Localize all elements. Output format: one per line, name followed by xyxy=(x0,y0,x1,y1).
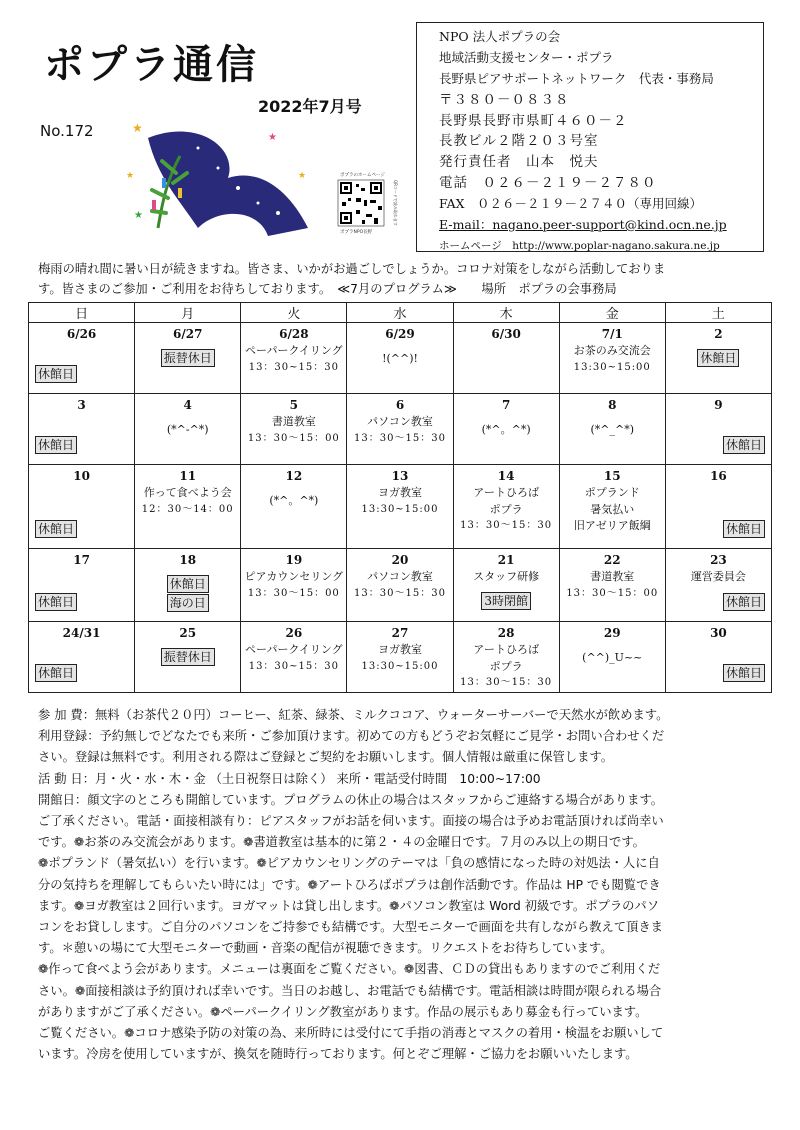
weekday-wed: 水 xyxy=(347,303,453,323)
weekday-fri: 金 xyxy=(559,303,665,323)
event-time: 13：30～15：30 xyxy=(354,432,446,444)
emoticon: (*^_^*) xyxy=(590,423,635,436)
org-network: 長野県ピアサポートネットワーク 代表・事務局 xyxy=(439,70,714,86)
org-name: NPO 法人ポプラの会 xyxy=(439,29,561,44)
day-number: 16 xyxy=(710,469,727,483)
closed-badge-group xyxy=(35,664,77,683)
event-title: ペーパークイリング xyxy=(245,643,343,656)
emoticon: !(^^)! xyxy=(382,352,418,365)
weekday-sun: 日 xyxy=(29,303,135,323)
calendar-day-cell xyxy=(665,394,771,465)
notes-line: います。冷房を使用していますが、換気を随時行っております。何とぞご理解・ご協力をお願いいたします。 xyxy=(38,1047,638,1062)
day-number: 23 xyxy=(710,553,727,567)
calendar-day-cell xyxy=(665,323,771,394)
day-number: 3 xyxy=(77,398,86,412)
closed-badge: 休館日 xyxy=(723,520,765,538)
day-number: 26 xyxy=(285,626,303,640)
closed-badge-group xyxy=(723,593,765,612)
holiday-badge: 海の日 xyxy=(167,594,209,612)
event-title: パソコン教室 xyxy=(367,415,433,428)
emoticon: (*^。^*) xyxy=(269,494,319,507)
day-number: 6/26 xyxy=(66,327,97,341)
fax: FAX ０２６－２１９－２７４０（専用回線） xyxy=(439,196,703,212)
closed-badge: 休館日 xyxy=(35,520,77,538)
event-subtitle: 暑気払い xyxy=(590,502,635,516)
closed-badge: 休館日 xyxy=(35,593,77,611)
day-number: 30 xyxy=(710,626,727,640)
event-time: 13：30～15：30 xyxy=(354,587,446,599)
notes-line: す。＊憩いの場にて大型モニターで動画・音楽の配信が視聴できます。リクエストをお待ちしています。 xyxy=(38,941,613,956)
day-number: 12 xyxy=(285,469,303,483)
tanabata-illustration xyxy=(118,118,318,238)
day-number: 6 xyxy=(395,398,405,412)
day-number: 15 xyxy=(603,469,621,483)
calendar-week-row xyxy=(29,465,772,549)
event-title: ヨガ教室 xyxy=(377,486,422,499)
calendar-day-cell xyxy=(347,549,453,622)
day-number: 22 xyxy=(603,553,621,567)
event-title: ヨガ教室 xyxy=(377,643,422,656)
calendar-day-cell xyxy=(241,465,347,549)
event-title: パソコン教室 xyxy=(367,570,433,583)
event-title: ピアカウンセリング xyxy=(244,570,344,583)
day-number: 7/1 xyxy=(601,327,623,341)
svg-text:★: ★ xyxy=(298,171,307,181)
closed-badge: 休館日 xyxy=(697,349,739,367)
day-number: 14 xyxy=(497,469,515,483)
closed-badge-group xyxy=(35,365,77,384)
calendar-day-cell xyxy=(347,394,453,465)
event-subtitle: ポプラ xyxy=(489,659,523,673)
notes-line: 参 加 費：無料（お茶代２０円）コーヒー、紅茶、緑茶、ミルクココア、ウォーターサーバーで天然水が飲めます。 xyxy=(38,708,669,722)
svg-text:★: ★ xyxy=(126,171,135,181)
event-title: 作って食べよう会 xyxy=(143,486,232,499)
event-time: 13：30～15：30 xyxy=(460,520,553,531)
notes-line: 開館日：顔文字のところも開館しています。プログラムの休止の場合はスタッフからご連絡する場合があります。 xyxy=(38,792,664,807)
phone: 電話 ０２６－２１９－２７８０ xyxy=(439,175,657,192)
calendar-week-row xyxy=(29,549,772,622)
postal-code: 〒３８０－０８３８ xyxy=(439,91,570,108)
closed-badge: 休館日 xyxy=(35,436,77,454)
closed-badge-group xyxy=(35,520,77,539)
closed-badge: 休館日 xyxy=(167,575,209,593)
calendar-day-cell xyxy=(453,394,559,465)
program-notes xyxy=(38,705,768,1065)
event-time: 13：30～15：00 xyxy=(247,432,340,444)
event-time: 13:30~15:00 xyxy=(361,503,439,515)
event-time: 13：30～15：00 xyxy=(247,587,340,599)
day-number: 13 xyxy=(391,469,409,483)
day-number: 19 xyxy=(285,553,303,567)
notes-line: さい。❁面接相談は予約頂ければ幸いです。当日のお越し、お電話でも結構です。電話相談は時間が限られる場合 xyxy=(38,983,662,998)
calendar-day-cell xyxy=(135,465,241,549)
day-number: 17 xyxy=(73,553,90,567)
qr-caption-bottom: ポプラNPO長野 xyxy=(340,230,373,234)
notes-line: ❁ポプランド（暑気払い）を行います。❁ピアカウンセリングのテーマは「負の感情になった時の対処法・人に自 xyxy=(38,856,660,871)
qr-caption-top: ポプラのホームページ xyxy=(340,173,385,178)
calendar-day-cell xyxy=(135,323,241,394)
event-time: 13：30~15：30 xyxy=(248,361,339,373)
closed-badge: 休館日 xyxy=(723,664,765,682)
event-time: 13：30~15：30 xyxy=(248,660,339,672)
weekday-sat: 土 xyxy=(665,303,771,323)
closed-badge-group xyxy=(723,664,765,683)
day-number: 7 xyxy=(501,398,511,412)
event-title: アートひろば xyxy=(473,643,539,656)
calendar-day-cell xyxy=(135,622,241,693)
weekday-mon: 月 xyxy=(135,303,241,323)
closed-badge-group xyxy=(35,436,77,455)
closed-badge: 休館日 xyxy=(723,593,765,611)
calendar-day-cell xyxy=(665,549,771,622)
day-number: 27 xyxy=(391,626,409,640)
calendar-day-cell xyxy=(559,465,665,549)
calendar-day-cell xyxy=(241,394,347,465)
day-number: 18 xyxy=(179,553,197,567)
notes-line: コンをお貸しします。ご自分のパソコンをご持参でも結構です。大型モニターで画面を共有しながら教えて頂きま xyxy=(38,920,663,935)
calendar-day-cell xyxy=(241,549,347,622)
day-number: 9 xyxy=(714,398,723,412)
notes-line: 分の気持ちを理解してもらいたい時には」です。❁アートひろばポプラは創作活動です。作品は HP でも閲覧でき xyxy=(38,877,661,892)
calendar-day-cell xyxy=(347,323,453,394)
day-number: 4 xyxy=(183,398,192,412)
closed-badge-group xyxy=(136,575,239,612)
calendar-day-cell xyxy=(347,465,453,549)
event-time: 13:30~15:00 xyxy=(573,361,651,373)
calendar-day-cell xyxy=(241,622,347,693)
day-number: 10 xyxy=(73,469,90,483)
closed-badge: 休館日 xyxy=(35,365,77,383)
intro-line-2: す。皆さまのご参加・ご利用をお待ちしております。 ≪7月のプログラム≫ 場所 ポプラの会事務局 xyxy=(38,282,617,296)
closed-badge-group xyxy=(136,648,239,667)
notes-line: ご了承ください。電話・面接相談有り：ピアスタッフがお話を伺います。面接の場合は予めお電話頂ければ尚幸い xyxy=(38,814,664,829)
organization-info-box xyxy=(416,22,764,252)
day-number: 29 xyxy=(603,626,621,640)
day-number: 6/27 xyxy=(172,327,203,341)
calendar-week-row xyxy=(29,622,772,693)
calendar-week-row xyxy=(29,323,772,394)
calendar-week-row xyxy=(29,394,772,465)
event-time: 13：30～15：00 xyxy=(566,587,659,599)
calendar-day-cell xyxy=(135,394,241,465)
calendar-day-cell xyxy=(29,394,135,465)
closed-badge-group xyxy=(455,592,558,611)
weekday-tue: 火 xyxy=(241,303,347,323)
weekday-header-row xyxy=(29,303,772,323)
email-link[interactable]: E-mail：nagano.peer-support@kind.ocn.ne.jp xyxy=(439,217,727,233)
day-number: 6/30 xyxy=(491,327,521,341)
calendar-day-cell xyxy=(665,465,771,549)
event-time: 13:30~15:00 xyxy=(361,660,439,672)
event-time: 12：30～14：00 xyxy=(141,503,234,515)
calendar-day-cell xyxy=(453,549,559,622)
day-number: 5 xyxy=(289,398,299,412)
emoticon: (*^。^*) xyxy=(481,423,531,436)
calendar-day-cell xyxy=(665,622,771,693)
calendar-day-cell xyxy=(135,549,241,622)
publisher: 発行責任者 山本 悦夫 xyxy=(439,154,599,171)
closed-badge-group xyxy=(723,520,765,539)
notes-line: ます。❁ヨガ教室は２回行います。ヨガマットは貸し出します。❁パソコン教室は Word 初級です。ポプラのパソ xyxy=(38,898,660,913)
event-title: ポプランド xyxy=(584,486,640,499)
calendar-day-cell xyxy=(241,323,347,394)
calendar-day-cell xyxy=(29,622,135,693)
calendar-day-cell xyxy=(453,465,559,549)
day-number: 6/29 xyxy=(385,327,415,341)
svg-text:★: ★ xyxy=(268,132,277,143)
intro-text xyxy=(38,259,768,299)
closed-badge: 振替休日 xyxy=(161,349,215,367)
event-location: 旧アゼリア飯綱 xyxy=(573,519,651,532)
closed-badge-group xyxy=(136,349,239,368)
address-line-2: 長教ビル２階２０３号室 xyxy=(439,133,599,150)
day-number: 8 xyxy=(608,398,617,412)
event-title: 運営委員会 xyxy=(690,570,746,583)
event-title: お茶のみ交流会 xyxy=(573,344,651,357)
event-title: スタッフ研修 xyxy=(473,570,540,583)
program-calendar xyxy=(28,302,772,693)
day-number: 24/31 xyxy=(62,626,101,640)
address-line-1: 長野県長野市県町４６０－２ xyxy=(439,112,628,129)
qr-code[interactable] xyxy=(326,170,404,234)
calendar-day-cell xyxy=(29,323,135,394)
closed-badge: 振替休日 xyxy=(161,648,215,666)
calendar-day-cell xyxy=(559,394,665,465)
newsletter-title: ポプラ通信 xyxy=(44,41,259,88)
issue-date: 2022年7月号 xyxy=(258,97,362,116)
org-center: 地域活動支援センター・ポプラ xyxy=(439,49,614,65)
day-number: 11 xyxy=(179,469,197,483)
calendar-day-cell xyxy=(453,622,559,693)
weekday-thu: 木 xyxy=(453,303,559,323)
day-number: 2 xyxy=(714,327,723,341)
closed-badge: 休館日 xyxy=(35,664,77,682)
calendar-day-cell xyxy=(559,323,665,394)
closed-badge-group xyxy=(35,593,77,612)
calendar-day-cell xyxy=(559,622,665,693)
day-number: 20 xyxy=(391,553,409,567)
svg-text:★: ★ xyxy=(134,210,143,221)
intro-line-1: 梅雨の晴れ間に暑い日が続きますね。皆さま、いかがお過ごしでしょうか。コロナ対策をしながら活動しておりま xyxy=(38,262,666,276)
event-title: 書道教室 xyxy=(590,570,635,583)
day-number: 28 xyxy=(497,626,515,640)
event-subtitle: ポプラ xyxy=(489,502,523,516)
svg-text:★: ★ xyxy=(132,121,143,135)
closed-badge: 休館日 xyxy=(723,436,765,454)
calendar-day-cell xyxy=(29,465,135,549)
closed-badge: 3時閉館 xyxy=(481,592,531,610)
day-number: 6/28 xyxy=(279,327,309,341)
calendar-body xyxy=(29,323,772,693)
emoticon: (*^-^*) xyxy=(166,423,209,436)
day-number: 21 xyxy=(497,553,515,567)
event-title: 書道教室 xyxy=(271,415,316,428)
notes-line: ❁作って食べよう会があります。メニューは裏面をご覧ください。❁図書、ＣＤの貸出もありますのでご利用くだ xyxy=(38,962,661,977)
calendar-day-cell xyxy=(453,323,559,394)
homepage-link[interactable]: ホームページ http://www.poplar-nagano.sakura.ne.jp xyxy=(439,239,720,252)
issue-number: No.172 xyxy=(40,122,94,140)
notes-line: ご覧ください。❁コロナ感染予防の対策の為、来所時には受付にて手指の消毒とマスクの着用・検温をお願いして xyxy=(38,1026,664,1041)
notes-line: がありますがご了承ください。❁ペーパークイリング教室があります。作品の展示もあり募金も行っています。 xyxy=(38,1004,648,1019)
notes-line: さい。登録は無料です。利用される際はご登録とご契約をお願いします。個人情報は厳重に保管します。 xyxy=(38,750,614,765)
closed-badge-group xyxy=(667,349,770,368)
calendar-day-cell xyxy=(559,549,665,622)
emoticon: (^^)_U~~ xyxy=(582,651,643,664)
event-time: 13：30～15：30 xyxy=(460,677,553,688)
event-title: ペーパークイリング xyxy=(245,344,343,357)
day-number: 25 xyxy=(179,626,197,640)
qr-caption-side: QRコードで読み取れます xyxy=(393,180,398,226)
calendar-day-cell xyxy=(347,622,453,693)
notes-line: 活 動 日：月・火・水・木・金 （土日祝祭日は除く） 来所・電話受付時間 10:00~17:00 xyxy=(38,771,541,786)
notes-line: です。❁お茶のみ交流会があります。❁書道教室は基本的に第２・４の金曜日です。７月のみ以上の期日です。 xyxy=(38,835,645,850)
closed-badge-group xyxy=(723,436,765,455)
notes-line: 利用登録：予約無しでどなたでも来所・ご参加頂けます。初めての方もどうぞお気軽にご見学・お問い合わせくだ xyxy=(38,729,665,744)
event-title: アートひろば xyxy=(473,486,539,499)
calendar-day-cell xyxy=(29,549,135,622)
